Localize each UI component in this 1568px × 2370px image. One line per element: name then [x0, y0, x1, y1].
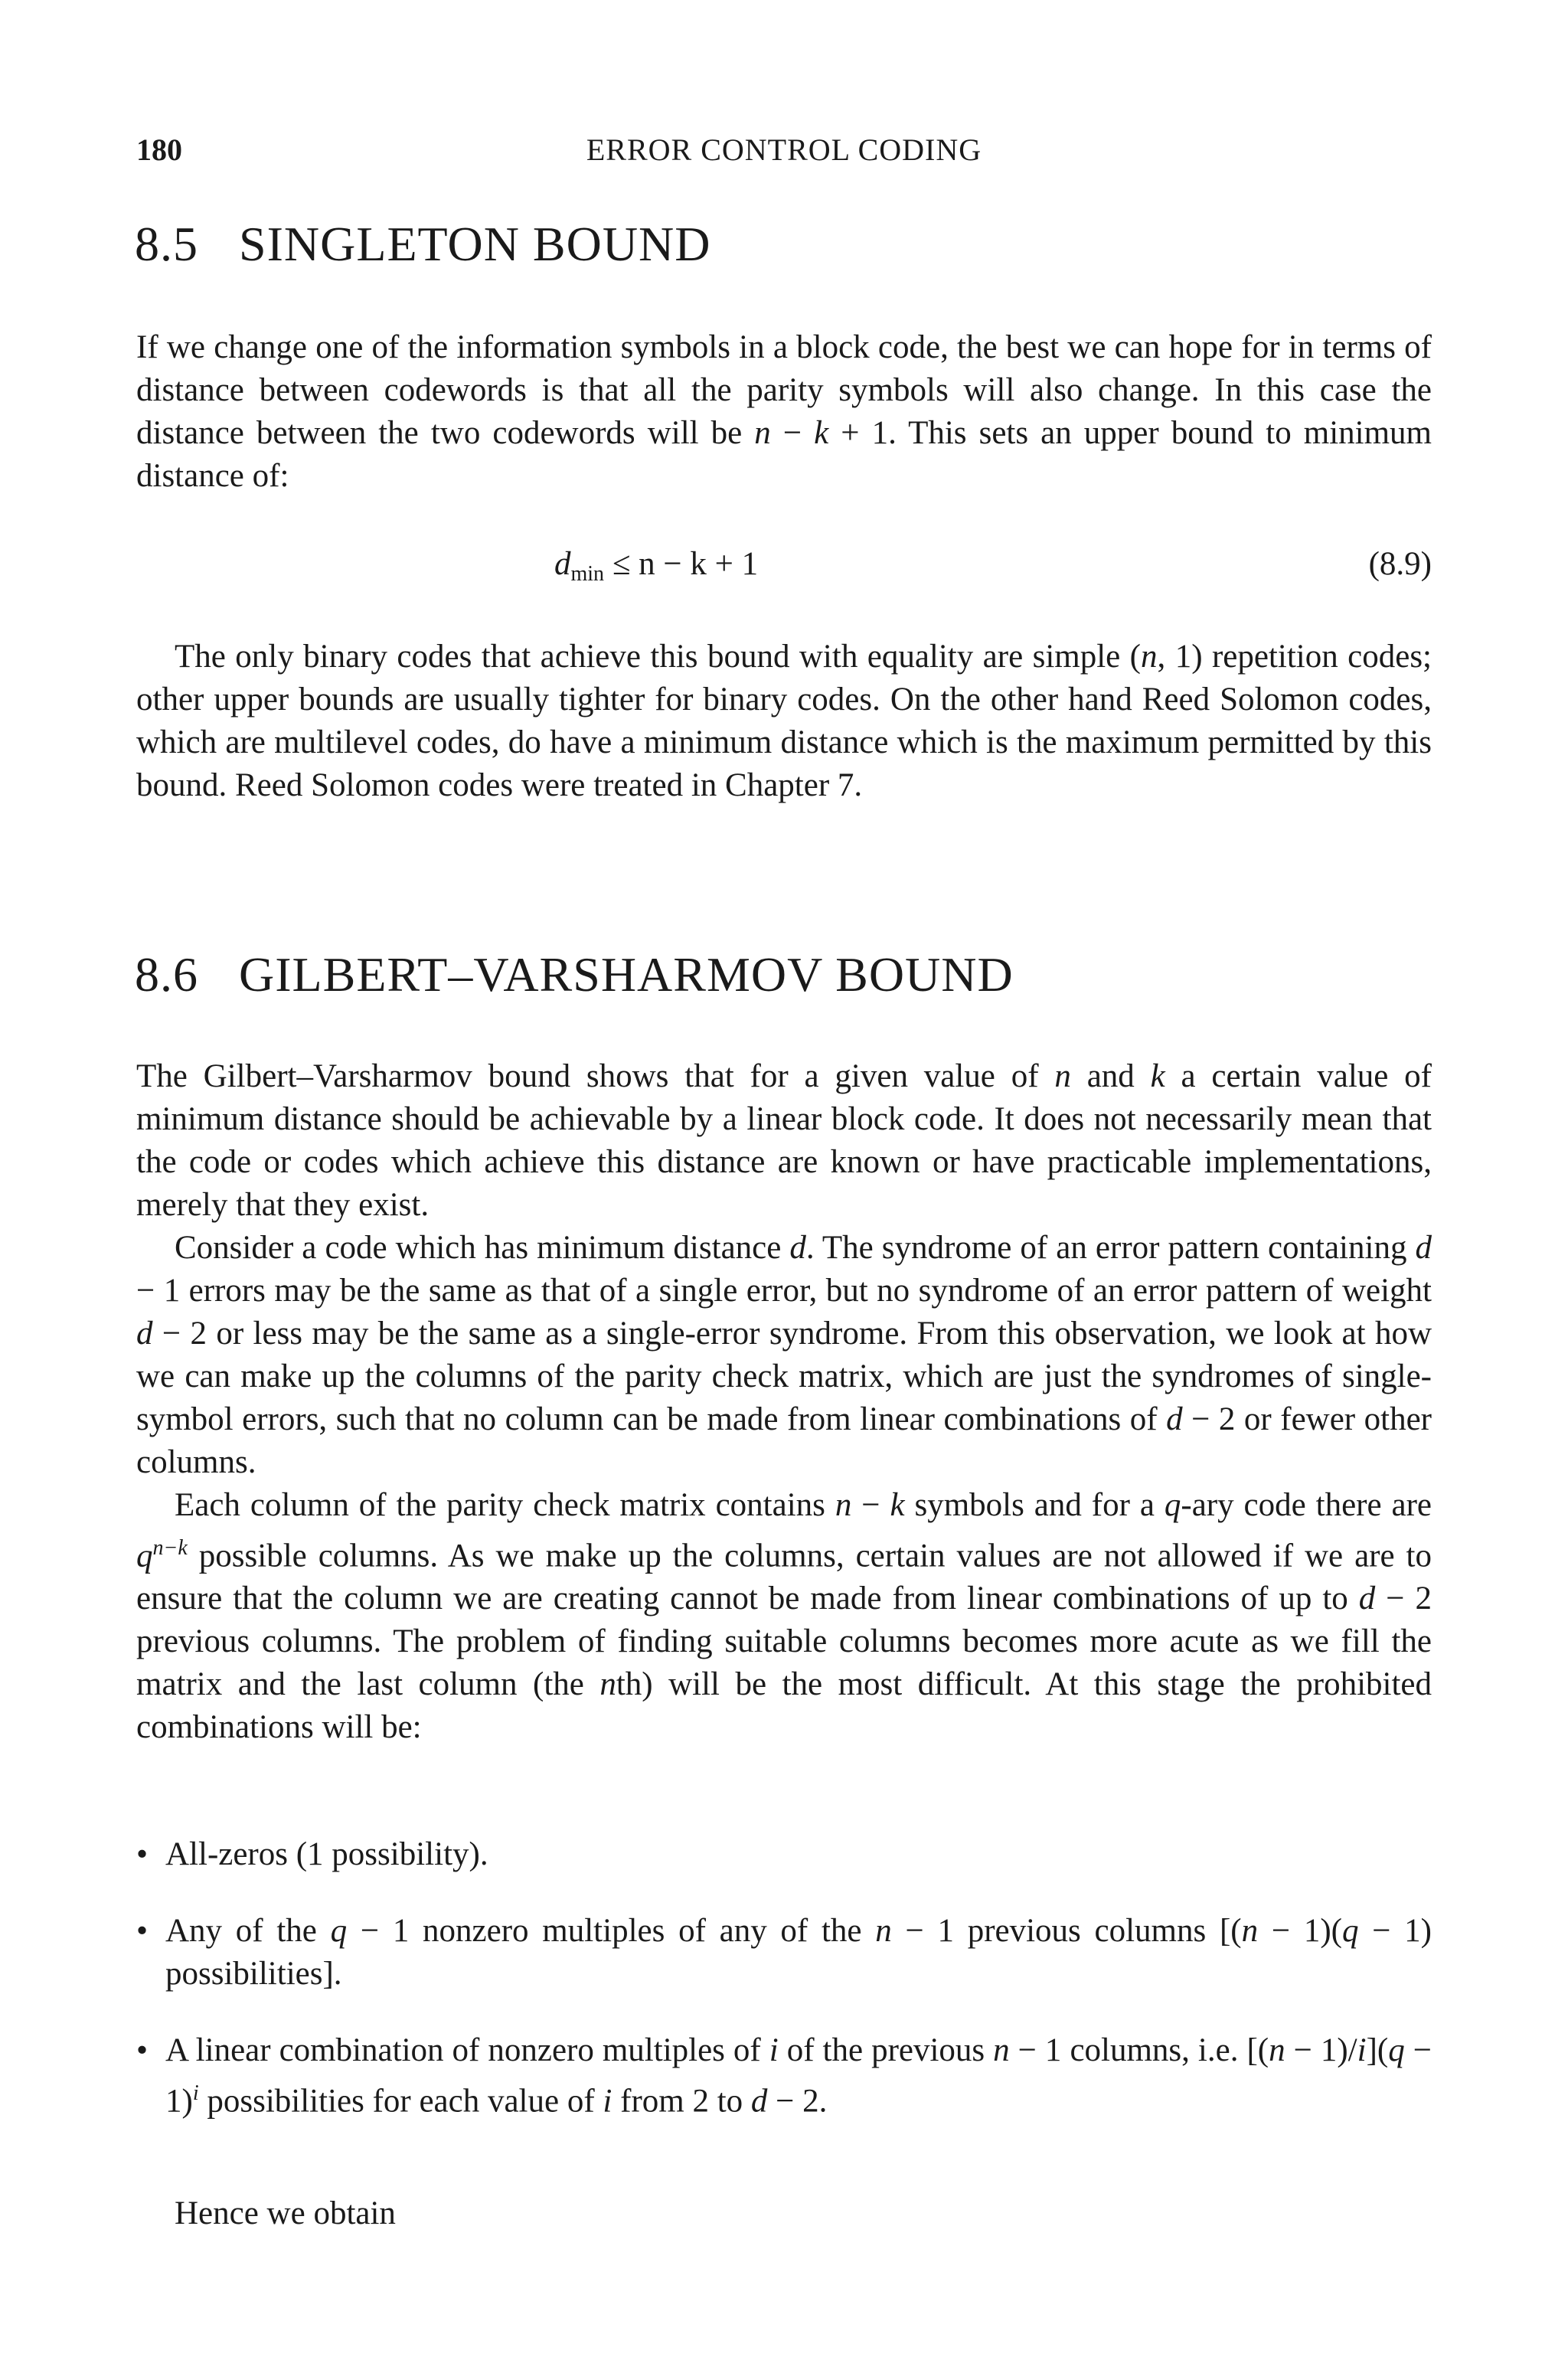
closing-text: Hence we obtain — [175, 2195, 396, 2231]
running-head: ERROR CONTROL CODING — [586, 132, 982, 167]
gv-body — [136, 1055, 1432, 1749]
section-number: 8.6 — [135, 947, 198, 1002]
singleton-intro-paragraph: If we change one of the information symbols in a block code, the best we can hope for in terms of distance between codewords is that all the parity symbols will also change. In this case the distance between the two codewords will be n − k + 1. This sets an upper bound to minimum distance of: — [136, 329, 1432, 494]
page-number: 180 — [136, 132, 182, 167]
gv-intro-paragraph: The Gilbert–Varsharmov bound shows that for a given value of n and k a certain value of minimum distance should be achievable by a linear block code. It does not necessarily mean that the code or codes which achieve this distance are known or have practicable implementations, merely that they exist. — [136, 1058, 1432, 1223]
bullet-icon: • — [136, 1836, 149, 1872]
paragraph — [136, 326, 1432, 498]
bullet-icon: • — [136, 2032, 149, 2068]
section-title: GILBERT–VARSHARMOV BOUND — [239, 947, 1014, 1002]
paragraph — [136, 636, 1432, 807]
prohibited-combinations-list — [136, 1833, 1432, 2156]
list-item: • A linear combination of nonzero multiples of i of the previous n − 1 columns, i.e. $[(n - 1)/i](q - 1)^i$ possibilities for each value of i from 2 to d − 2. — [136, 2029, 1432, 2123]
list-item: • All-zeros (1 possibility). — [136, 1833, 1432, 1876]
section-heading-8-6 — [135, 946, 1014, 1003]
equation-label: (8.9) — [1368, 546, 1432, 582]
singleton-repetition-paragraph: The only binary codes that achieve this bound with equality are simple (n, 1) repetition codes; other upper bounds are usually tighter for binary codes. On the other hand Reed Solomon codes, which are multilevel codes, do have a minimum distance which is the maximum permitted by this bound. Reed Solomon codes were treated in Chapter 7. — [136, 639, 1432, 803]
list-item: • Any of the q − 1 nonzero multiples of any of the n − 1 previous columns [(n − 1)(q − 1) possibilities]. — [136, 1910, 1432, 1996]
equation-body: $d_{min} \le n - k + 1$ — [554, 546, 759, 586]
section-title: SINGLETON BOUND — [239, 217, 711, 271]
gv-syndrome-paragraph: Consider a code which has minimum distance d. The syndrome of an error pattern containing d − 1 errors may be the same as that of a single error, but no syndrome of an error pattern of weight d − 2 or less may be the same as a single-error syndrome. From this observation, we look at how we can make up the columns of the parity check matrix, which are just the syndromes of single-symbol errors, such that no column can be made from linear combinations of d − 2 or fewer other columns. — [136, 1230, 1432, 1480]
gv-columns-paragraph: Each column of the parity check matrix contains n − k symbols and for a q-ary code there are $q^{n-k}$ possible columns. As we make up the columns, certain values are not allowed if we are to ensure that the column we are creating cannot be made from linear combinations of up to d − 2 previous columns. The problem of finding suitable columns becomes more acute as we fill the matrix and the last column (the nth) will be the most difficult. At this stage the prohibited combinations will be: — [136, 1487, 1432, 1746]
section-heading-8-5 — [135, 216, 710, 273]
section-number: 8.5 — [135, 217, 198, 271]
bullet-icon: • — [136, 1913, 149, 1949]
